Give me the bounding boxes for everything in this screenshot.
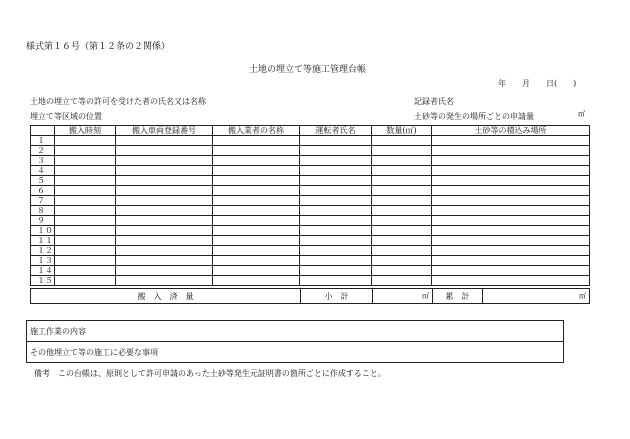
table-cell[interactable] [432,136,590,146]
table-cell[interactable] [372,166,432,176]
totals-table [30,288,590,304]
work-content-label: 施工作業の内容 [27,321,564,342]
row-number-header [31,126,55,136]
table-cell[interactable] [116,166,213,176]
table-cell[interactable] [432,226,590,236]
table-cell[interactable] [213,176,300,186]
table-cell[interactable] [300,146,372,156]
table-cell[interactable] [213,186,300,196]
table-row [31,256,590,266]
table-cell[interactable] [300,236,372,246]
site-location-label: 埋立て等区域の位置 [30,112,102,121]
table-cell[interactable] [116,266,213,276]
table-cell[interactable] [300,246,372,256]
delivered-amount-label: 搬 入 済 量 [31,289,301,304]
ledger-header-row [31,126,590,136]
table-row [31,246,590,256]
table-cell[interactable] [372,226,432,236]
table-cell[interactable] [55,136,116,146]
table-cell[interactable] [116,236,213,246]
table-cell[interactable] [300,266,372,276]
other-matters-label: その他埋立て等の施工に必要な事項 [27,342,564,363]
table-cell[interactable] [372,136,432,146]
row-number: ７ [31,196,55,206]
table-cell[interactable] [116,216,213,226]
form-number: 様式第１６号（第１２条の２関係） [26,42,171,52]
table-cell[interactable] [300,136,372,146]
table-cell[interactable] [55,196,116,206]
table-cell[interactable] [300,196,372,206]
cumulative-label: 累 計 [433,289,483,304]
row-number: ３ [31,156,55,166]
table-cell[interactable] [300,276,372,286]
table-cell[interactable] [116,146,213,156]
table-cell[interactable] [300,166,372,176]
table-cell[interactable] [432,266,590,276]
table-row [31,176,590,186]
table-row [31,266,590,276]
table-cell[interactable] [372,236,432,246]
row-number: １１ [31,236,55,246]
table-cell[interactable] [372,146,432,156]
table-cell[interactable] [116,256,213,266]
table-cell[interactable] [372,246,432,256]
row-number: ８ [31,206,55,216]
table-row [31,166,590,176]
table-cell[interactable] [116,176,213,186]
row-number: ５ [31,176,55,186]
recorder-label: 記録者氏名 [414,97,454,106]
table-cell[interactable] [55,146,116,156]
row-number: ６ [31,186,55,196]
table-cell[interactable] [116,136,213,146]
row-number: １０ [31,226,55,236]
row-number: １ [31,136,55,146]
table-row [31,276,590,286]
table-cell[interactable] [116,196,213,206]
table-cell[interactable] [300,256,372,266]
table-cell[interactable] [432,146,590,156]
column-header: 搬入業者の名称 [213,126,300,136]
table-cell[interactable] [213,146,300,156]
ledger-table [30,125,590,286]
table-row [31,186,590,196]
row-number: １４ [31,266,55,276]
table-cell[interactable] [432,196,590,206]
totals-row [31,289,590,304]
table-cell[interactable] [372,266,432,276]
column-header: 運転者氏名 [300,126,372,136]
column-header: 土砂等の積込み場所 [432,126,590,136]
table-cell[interactable] [213,266,300,276]
table-cell[interactable] [116,276,213,286]
table-row [31,226,590,236]
table-cell[interactable] [213,256,300,266]
table-cell[interactable] [300,156,372,166]
table-cell[interactable] [55,256,116,266]
table-cell[interactable] [372,186,432,196]
table-cell[interactable] [300,176,372,186]
table-cell[interactable] [213,166,300,176]
table-cell[interactable] [213,246,300,256]
table-cell[interactable] [55,236,116,246]
notes-table [26,320,564,363]
table-cell[interactable] [213,276,300,286]
table-cell[interactable] [55,186,116,196]
table-cell[interactable] [300,206,372,216]
table-row [31,206,590,216]
table-cell[interactable] [213,226,300,236]
table-cell[interactable] [300,216,372,226]
table-cell[interactable] [372,256,432,266]
table-cell[interactable] [213,156,300,166]
table-cell[interactable] [432,176,590,186]
table-cell[interactable] [432,206,590,216]
table-cell[interactable] [213,236,300,246]
table-cell[interactable] [116,206,213,216]
table-cell[interactable] [55,166,116,176]
table-row [31,156,590,166]
table-cell[interactable] [372,276,432,286]
table-cell[interactable] [213,206,300,216]
table-cell[interactable] [372,156,432,166]
table-cell[interactable] [55,276,116,286]
table-cell[interactable] [116,156,213,166]
table-cell[interactable] [55,226,116,236]
table-cell[interactable] [116,186,213,196]
table-cell[interactable] [55,266,116,276]
permit-holder-label: 土地の埋立て等の許可を受けた者の氏名又は名称 [30,97,206,106]
application-amount-unit: ㎥ [578,110,585,118]
date-line: 年 月 日( ) [498,79,577,88]
table-cell[interactable] [55,206,116,216]
table-cell[interactable] [372,206,432,216]
page-title: 土地の埋立て等施工管理台帳 [249,65,367,75]
table-cell[interactable] [372,176,432,186]
table-cell[interactable] [432,186,590,196]
row-number: １２ [31,246,55,256]
row-number: １５ [31,276,55,286]
subtotal-unit: ㎥ [422,292,429,300]
table-cell[interactable] [116,226,213,236]
row-number: １３ [31,256,55,266]
table-cell[interactable] [300,226,372,236]
table-cell[interactable] [55,156,116,166]
table-row [31,136,590,146]
remark: 備考 この台帳は、原則として許可申請のあった土砂等発生元証明書の箇所ごとに作成すること。 [34,369,386,378]
table-row [31,216,590,226]
table-cell[interactable] [432,256,590,266]
row-number: ９ [31,216,55,226]
table-cell[interactable] [213,136,300,146]
table-cell[interactable] [432,166,590,176]
table-cell[interactable] [372,216,432,226]
cumulative-unit: ㎥ [579,292,586,300]
table-row [31,236,590,246]
application-amount-label: 土砂等の発生の場所ごとの申請量 [414,112,534,121]
ledger-body [31,136,590,286]
column-header: 搬入時刻 [55,126,116,136]
subtotal-value-cell[interactable] [373,289,433,304]
table-row [31,146,590,156]
table-cell[interactable] [55,216,116,226]
table-row [31,196,590,206]
table-cell[interactable] [432,276,590,286]
table-cell[interactable] [372,196,432,206]
row-number: ４ [31,166,55,176]
table-cell[interactable] [213,216,300,226]
table-cell[interactable] [432,236,590,246]
subtotal-label: 小 計 [301,289,373,304]
table-cell[interactable] [432,216,590,226]
table-cell[interactable] [300,186,372,196]
table-cell[interactable] [432,156,590,166]
column-header: 数量(㎥) [372,126,432,136]
table-cell[interactable] [213,196,300,206]
table-cell[interactable] [55,176,116,186]
row-number: ２ [31,146,55,156]
column-header: 搬入車両登録番号 [116,126,213,136]
table-cell[interactable] [116,246,213,256]
table-cell[interactable] [55,246,116,256]
table-cell[interactable] [432,246,590,256]
cumulative-value-cell[interactable] [483,289,590,304]
